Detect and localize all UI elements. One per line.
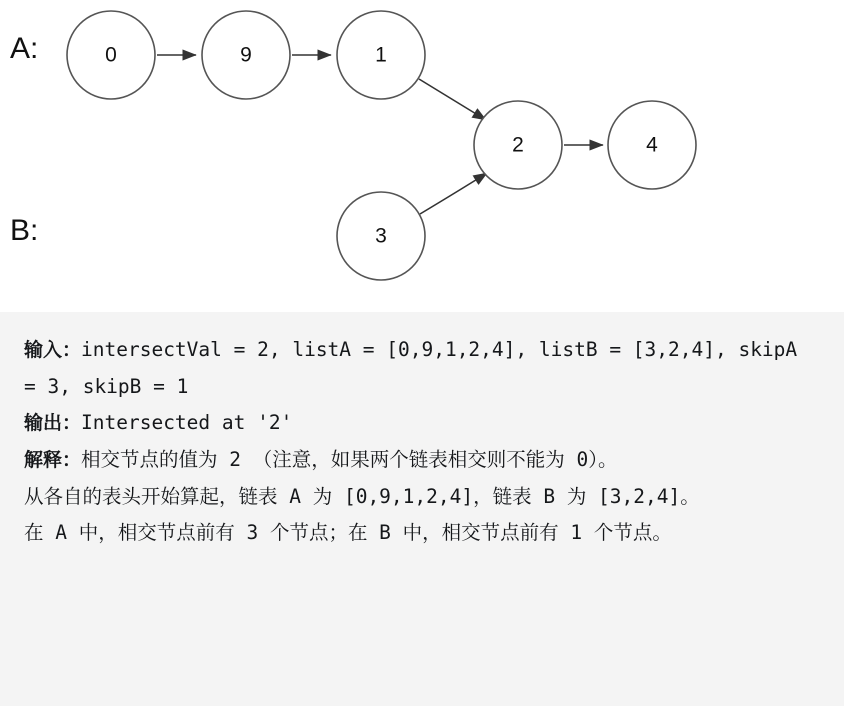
explain-line-3: 在 A 中，相交节点前有 3 个节点；在 B 中，相交节点前有 1 个节点。 bbox=[24, 521, 672, 544]
node-4 bbox=[608, 101, 696, 189]
input-line bbox=[24, 332, 820, 405]
output-line bbox=[24, 405, 820, 442]
node-1 bbox=[337, 11, 425, 99]
explain-text-1: 相交节点的值为 2 （注意，如果两个链表相交则不能为 0）。 bbox=[81, 448, 618, 471]
node-value: 9 bbox=[240, 43, 252, 67]
list-a-label: A: bbox=[10, 32, 39, 65]
explain-line-1 bbox=[24, 442, 820, 479]
input-value: intersectVal = 2, listA = [0,9,1,2,4], listB = [3,2,4], skipA = 3, skipB = 1 bbox=[24, 338, 809, 398]
node-9 bbox=[202, 11, 290, 99]
node-value: 4 bbox=[646, 133, 658, 157]
output-label: 输出： bbox=[24, 413, 82, 434]
input-label: 输入： bbox=[24, 340, 82, 361]
explain-line-2: 从各自的表头开始算起，链表 A 为 [0,9,1,2,4]，链表 B 为 [3,2,4]。 bbox=[24, 485, 700, 508]
node-value: 0 bbox=[105, 43, 117, 67]
node-2-intersection bbox=[474, 101, 562, 189]
node-value: 2 bbox=[512, 133, 524, 157]
node-0 bbox=[67, 11, 155, 99]
edge-b0-shared bbox=[420, 173, 487, 214]
linked-list-diagram bbox=[0, 0, 844, 292]
node-value: 3 bbox=[375, 224, 387, 248]
explain-label: 解释： bbox=[24, 450, 82, 471]
output-value: Intersected at '2' bbox=[81, 411, 293, 434]
edge-a2-shared bbox=[419, 79, 486, 120]
example-description-box bbox=[0, 312, 844, 706]
diagram-canvas bbox=[0, 0, 844, 292]
node-3 bbox=[337, 192, 425, 280]
list-b-label: B: bbox=[10, 214, 39, 247]
node-value: 1 bbox=[375, 43, 387, 67]
